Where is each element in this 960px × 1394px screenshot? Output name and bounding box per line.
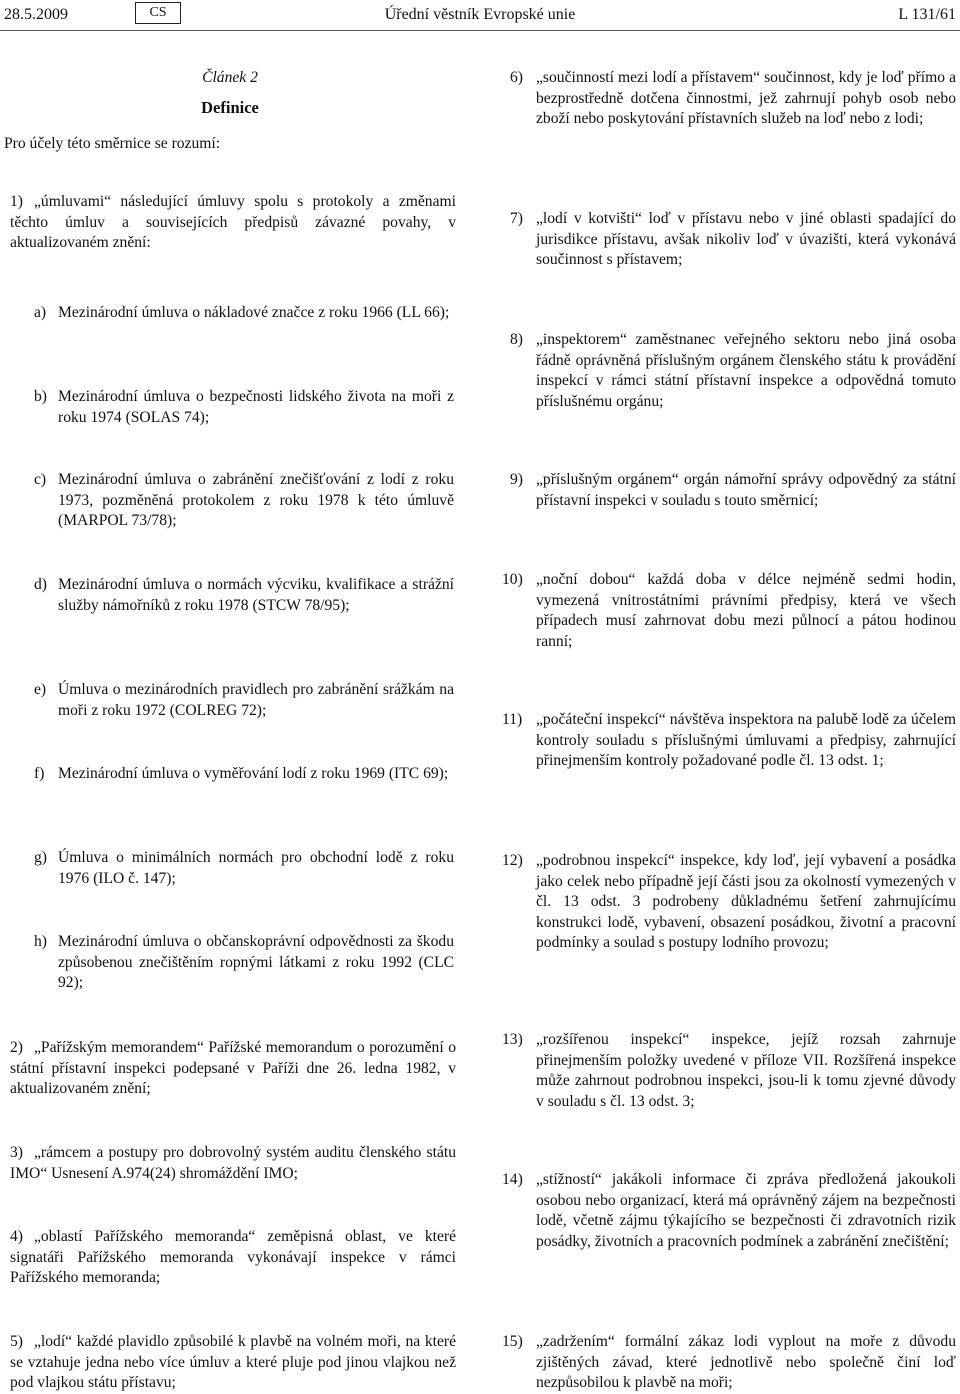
item-text: „oblastí Pařížského memoranda“ zeměpisná oblast, ve které signatáři Pařížského memoranda vykonávají inspekce v rámci Pařížského memoranda; <box>10 1228 456 1287</box>
convention-item <box>34 764 454 785</box>
convention-item <box>34 848 454 889</box>
convention-item <box>34 575 454 616</box>
item-number: 1) <box>10 193 23 210</box>
item-text: „úmluvami“ následující úmluvy spolu s protokoly a změnami těchto úmluv a souvisejících předpisů závazné povahy, v aktualizovaném znění: <box>10 193 456 252</box>
definition-item <box>10 1227 456 1289</box>
item-number: 3) <box>10 1144 23 1161</box>
item-text: „podrobnou inspekcí“ inspekce, kdy loď, její vybavení a posádka jako celek nebo případně její části jsou za okolností vymezených v čl. 13 odst. 3 podrobeny důkladnému šetření zahrnujícímu konstrukci lodě, vybavení, obsazení posádkou, životní a pracovní podmínky a soulad s postupy lodního provozu; <box>536 852 956 952</box>
item-letter: e) <box>34 681 47 698</box>
item-number: 15) <box>502 1333 523 1350</box>
item-text: „Pařížským memorandem“ Pařížské memorandum o porozumění o státní přístavní inspekci podepsané v Paříži dne 26. ledna 1982, v aktualizovaném znění; <box>10 1039 456 1098</box>
article-heading: Definice <box>201 98 259 117</box>
item-text: Mezinárodní úmluva o vyměřování lodí z roku 1969 (ITC 69); <box>58 765 449 782</box>
item-letter: b) <box>34 388 47 405</box>
item-number: 7) <box>510 210 523 227</box>
page-header <box>0 0 960 30</box>
item-letter: h) <box>34 933 47 950</box>
item-text: Mezinárodní úmluva o normách výcviku, kvalifikace a strážní služby námořníků z roku 1978 (STCW 78/95); <box>58 576 454 614</box>
item-number: 13) <box>502 1031 523 1048</box>
item-text: „inspektorem“ zaměstnanec veřejného sektoru nebo jiná osoba řádně oprávněná příslušným orgánem členského státu k provádění inspekcí v rámci státní přístavní inspekce a odpovědná tomuto příslušnému orgánu; <box>536 331 956 410</box>
item-number: 8) <box>510 331 523 348</box>
item-number: 4) <box>10 1228 23 1245</box>
item-letter: c) <box>34 471 47 488</box>
convention-item <box>34 387 454 428</box>
item-text: „příslušným orgánem“ orgán námořní správy odpovědný za státní přístavní inspekci v souladu s touto směrnicí; <box>536 471 956 509</box>
convention-item <box>34 680 454 721</box>
definition-item <box>502 1332 956 1394</box>
item-text: „stížností“ jakákoli informace či zpráva předložená jakoukoli osobou nebo organizací, která má oprávněný zájem na bezpečnosti lodě, včetně zájmu týkajícího se bezpečnosti či zdravotních rizik posádky, životních a pracovních podmínek a zabránění znečištění; <box>536 1171 956 1250</box>
item-text: „součinností mezi lodí a přístavem“ součinnost, kdy je loď přímo a bezprostředně dotčena činnostmi, jež zahrnují pohyb osob nebo zboží nebo poskytování přístavních služeb na loď nebo z lodi; <box>536 69 956 128</box>
item-number: 6) <box>510 69 523 86</box>
definition-item <box>10 1038 456 1100</box>
item-number: 9) <box>510 471 523 488</box>
convention-item <box>34 303 454 324</box>
definition-item <box>510 68 956 130</box>
definition-item <box>502 1030 956 1112</box>
item-number: 10) <box>502 571 523 588</box>
language-badge: CS <box>135 2 181 24</box>
item-text: „noční dobou“ každá doba v délce nejméně sedmi hodin, vymezená vnitrostátními právními předpisy, která ve všech případech musí zahrnovat dobu mezi půlnocí a pátou hodinou ranní; <box>536 571 956 650</box>
convention-item <box>34 470 454 532</box>
definition-item <box>510 470 956 511</box>
item-text: „lodí“ každé plavidlo způsobilé k plavbě na volném moři, na které se vztahuje jedna nebo více úmluv a které pluje pod jinou vlajkou než pod vlajkou státu přístavu; <box>10 1333 456 1392</box>
item-text: Mezinárodní úmluva o občanskoprávní odpovědnosti za škodu způsobenou znečištěním ropnými látkami z roku 1992 (CLC 92); <box>58 933 454 992</box>
definition-item <box>502 1170 956 1252</box>
item-text: Mezinárodní úmluva o nákladové značce z roku 1966 (LL 66); <box>58 304 450 321</box>
item-text: „rozšířenou inspekcí“ inspekce, jejíž rozsah zahrnuje přinejmenším položky uvedené v příloze VII. Rozšířená inspekce může zahrnout podrobnou inspekci, jsou-li k tomu zjevné důvody v souladu s čl. 13 odst. 3; <box>536 1031 956 1110</box>
item-number: 14) <box>502 1171 523 1188</box>
item-text: Mezinárodní úmluva o bezpečnosti lidského života na moři z roku 1974 (SOLAS 74); <box>58 388 454 426</box>
item-number: 12) <box>502 852 523 869</box>
item-text: „zadržením“ formální zákaz lodi vyplout na moře z důvodu zjištěných závad, které jednotlivě nebo společně činí loď nezpůsobilou k plavbě na moři; <box>536 1333 956 1392</box>
item-text: Úmluva o minimálních normách pro obchodní lodě z roku 1976 (ILO č. 147); <box>58 849 454 887</box>
article-number: Článek 2 <box>202 69 258 86</box>
publication-date: 28.5.2009 <box>4 6 68 23</box>
definition-item <box>10 192 456 254</box>
item-letter: d) <box>34 576 47 593</box>
convention-item <box>34 932 454 994</box>
item-text: Úmluva o mezinárodních pravidlech pro zabránění srážkám na moři z roku 1972 (COLREG 72); <box>58 681 454 719</box>
header-divider <box>0 30 960 31</box>
item-letter: f) <box>34 765 45 782</box>
item-text: „lodí v kotvišti“ loď v přístavu nebo v jiné oblasti spadající do jurisdikce přístavu, avšak nikoliv loď v úvazišti, která vykonává součinnost s přístavem; <box>536 210 956 269</box>
definition-item <box>10 1143 456 1184</box>
page-reference: L 131/61 <box>898 6 956 23</box>
definition-item <box>510 209 956 271</box>
item-text: „počáteční inspekcí“ návštěva inspektora na palubě lodě za účelem kontroly souladu s příslušnými úmluvami a předpisy, zahrnující přinejmenším kontroly požadované podle čl. 13 odst. 1; <box>536 711 956 770</box>
definition-item <box>502 570 956 652</box>
journal-title: Úřední věstník Evropské unie <box>384 6 576 23</box>
item-letter: a) <box>34 304 47 321</box>
article-intro: Pro účely této směrnice se rozumí: <box>4 135 221 152</box>
definition-item <box>10 1332 456 1394</box>
definition-item <box>502 710 956 772</box>
definition-item <box>502 851 956 954</box>
item-number: 11) <box>502 711 523 728</box>
definition-item <box>510 330 956 412</box>
item-number: 2) <box>10 1039 23 1056</box>
item-text: „rámcem a postupy pro dobrovolný systém auditu členského státu IMO“ Usnesení A.974(24) shromáždění IMO; <box>10 1144 456 1182</box>
item-letter: g) <box>34 849 47 866</box>
item-text: Mezinárodní úmluva o zabránění znečišťování z lodí z roku 1973, pozměněná protokolem z roku 1978 k této úmluvě (MARPOL 73/78); <box>58 471 454 530</box>
item-number: 5) <box>10 1333 23 1350</box>
